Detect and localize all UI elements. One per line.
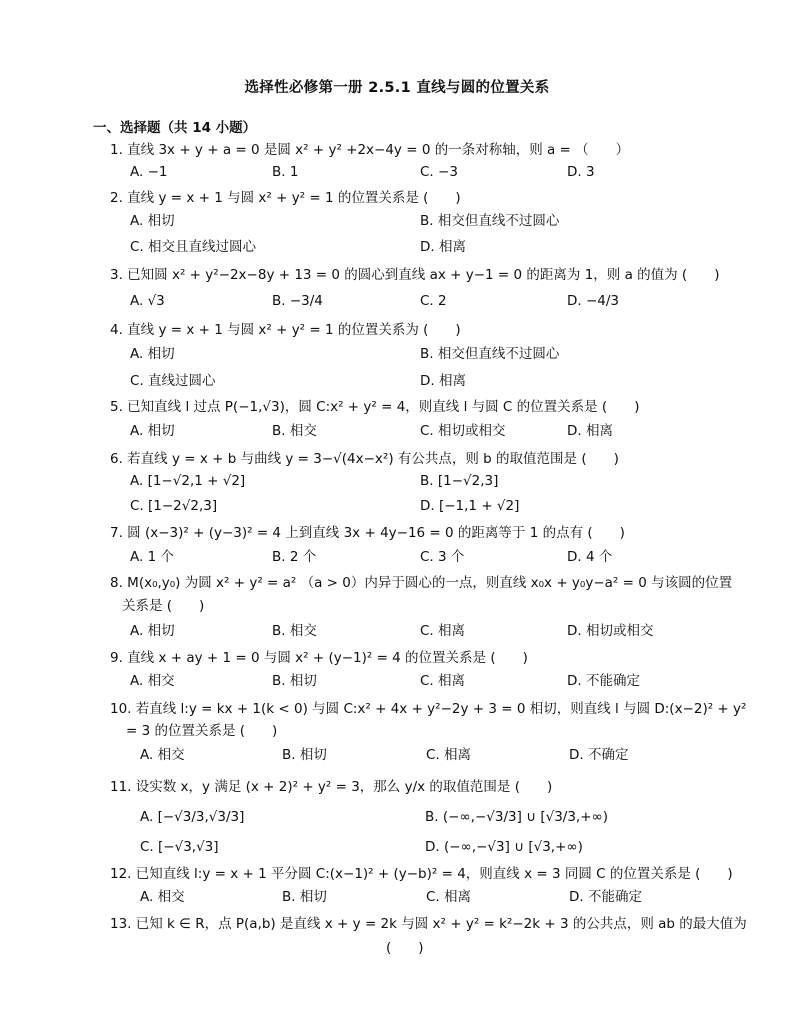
q6-option-d[interactable]: D. [−1,1 + √2] bbox=[420, 498, 520, 514]
q6-option-b[interactable]: B. [1−√2,3] bbox=[420, 473, 499, 489]
q4-option-a[interactable]: A. 相切 bbox=[130, 346, 175, 362]
question-10-stem: 10. 若直线 l:y = kx + 1(k < 0) 与圆 C:x² + 4x + y²−2y + 3 = 0 相切，则直线 l 与圆 D:(x−2)² + y² bbox=[110, 701, 747, 717]
q4-option-d[interactable]: D. 相离 bbox=[420, 373, 466, 389]
q3-option-c[interactable]: C. 2 bbox=[420, 293, 447, 309]
q5-option-d[interactable]: D. 相离 bbox=[567, 423, 613, 439]
q8-option-d[interactable]: D. 相切或相交 bbox=[567, 623, 654, 639]
q12-option-a[interactable]: A. 相交 bbox=[140, 889, 185, 905]
question-5-stem: 5. 已知直线 l 过点 P(−1,√3)，圆 C:x² + y² = 4，则直线 l 与圆 C 的位置关系是 ( ) bbox=[110, 399, 640, 415]
q8-option-a[interactable]: A. 相切 bbox=[130, 623, 175, 639]
q2-option-c[interactable]: C. 相交且直线过圆心 bbox=[130, 239, 257, 255]
question-2-stem: 2. 直线 y = x + 1 与圆 x² + y² = 1 的位置关系是 ( ) bbox=[110, 190, 461, 206]
q1-option-a[interactable]: A. −1 bbox=[130, 164, 168, 180]
q11-option-a[interactable]: A. [−√3/3,√3/3] bbox=[140, 809, 245, 825]
q3-option-a[interactable]: A. √3 bbox=[130, 293, 165, 309]
q9-option-b[interactable]: B. 相切 bbox=[272, 673, 317, 689]
question-10-stem-cont: = 3 的位置关系是 ( ) bbox=[126, 723, 278, 739]
q2-option-a[interactable]: A. 相切 bbox=[130, 213, 175, 229]
q5-option-c[interactable]: C. 相切或相交 bbox=[420, 423, 506, 439]
question-8-stem-cont: 关系是 ( ) bbox=[122, 598, 205, 614]
q5-option-a[interactable]: A. 相切 bbox=[130, 423, 175, 439]
q12-option-d[interactable]: D. 不能确定 bbox=[569, 889, 642, 905]
q5-option-b[interactable]: B. 相交 bbox=[272, 423, 317, 439]
q3-option-d[interactable]: D. −4/3 bbox=[567, 293, 620, 309]
q9-option-c[interactable]: C. 相离 bbox=[420, 673, 466, 689]
q11-option-b[interactable]: B. (−∞,−√3/3] ∪ [√3/3,+∞) bbox=[425, 809, 609, 825]
q9-option-d[interactable]: D. 不能确定 bbox=[567, 673, 640, 689]
q2-option-d[interactable]: D. 相离 bbox=[420, 239, 466, 255]
q10-option-b[interactable]: B. 相切 bbox=[282, 747, 327, 763]
q4-option-c[interactable]: C. 直线过圆心 bbox=[130, 373, 216, 389]
q7-option-b[interactable]: B. 2 个 bbox=[272, 549, 317, 565]
page-title: 选择性必修第一册 2.5.1 直线与圆的位置关系 bbox=[244, 80, 550, 96]
q10-option-d[interactable]: D. 不确定 bbox=[569, 747, 629, 763]
q12-option-c[interactable]: C. 相离 bbox=[426, 889, 472, 905]
question-13-stem: 13. 已知 k ∈ R，点 P(a,b) 是直线 x + y = 2k 与圆 x² + y² = k²−2k + 3 的公共点，则 ab 的最大值为 bbox=[110, 916, 747, 932]
q12-option-b[interactable]: B. 相切 bbox=[282, 889, 327, 905]
question-12-stem: 12. 已知直线 l:y = x + 1 平分圆 C:(x−1)² + (y−b)² = 4，则直线 x = 3 同圆 C 的位置关系是 ( ) bbox=[110, 866, 733, 882]
question-7-stem: 7. 圆 (x−3)² + (y−3)² = 4 上到直线 3x + 4y−16 = 0 的距离等于 1 的点有 ( ) bbox=[110, 525, 625, 541]
q4-option-b[interactable]: B. 相交但直线不过圆心 bbox=[420, 346, 560, 362]
q2-option-b[interactable]: B. 相交但直线不过圆心 bbox=[420, 213, 560, 229]
q10-option-c[interactable]: C. 相离 bbox=[426, 747, 472, 763]
question-3-stem: 3. 已知圆 x² + y²−2x−8y + 13 = 0 的圆心到直线 ax + y−1 = 0 的距离为 1，则 a 的值为 ( ) bbox=[110, 267, 720, 283]
question-1-stem: 1. 直线 3x + y + a = 0 是圆 x² + y² +2x−4y = 0 的一条对称轴，则 a = （ ） bbox=[110, 142, 630, 158]
question-4-stem: 4. 直线 y = x + 1 与圆 x² + y² = 1 的位置关系为 ( ) bbox=[110, 322, 461, 338]
q7-option-c[interactable]: C. 3 个 bbox=[420, 549, 465, 565]
question-6-stem: 6. 若直线 y = x + b 与曲线 y = 3−√(4x−x²) 有公共点，则 b 的取值范围是 ( ) bbox=[110, 451, 619, 467]
q9-option-a[interactable]: A. 相交 bbox=[130, 673, 175, 689]
q11-option-c[interactable]: C. [−√3,√3] bbox=[140, 839, 219, 855]
q1-option-b[interactable]: B. 1 bbox=[272, 164, 299, 180]
question-11-stem: 11. 设实数 x，y 满足 (x + 2)² + y² = 3，那么 y/x 的取值范围是 ( ) bbox=[110, 779, 553, 795]
q10-option-a[interactable]: A. 相交 bbox=[140, 747, 185, 763]
section-heading: 一、选择题（共 14 小题） bbox=[93, 120, 257, 136]
question-9-stem: 9. 直线 x + ay + 1 = 0 与圆 x² + (y−1)² = 4 的位置关系是 ( ) bbox=[110, 650, 528, 666]
q7-option-a[interactable]: A. 1 个 bbox=[130, 549, 174, 565]
q6-option-a[interactable]: A. [1−√2,1 + √2] bbox=[130, 473, 246, 489]
question-13-stem-cont: ( ) bbox=[386, 940, 424, 956]
q6-option-c[interactable]: C. [1−2√2,3] bbox=[130, 498, 218, 514]
q3-option-b[interactable]: B. −3/4 bbox=[272, 293, 323, 309]
q1-option-d[interactable]: D. 3 bbox=[567, 164, 595, 180]
q7-option-d[interactable]: D. 4 个 bbox=[567, 549, 613, 565]
q1-option-c[interactable]: C. −3 bbox=[420, 164, 458, 180]
q8-option-b[interactable]: B. 相交 bbox=[272, 623, 317, 639]
q8-option-c[interactable]: C. 相离 bbox=[420, 623, 466, 639]
q11-option-d[interactable]: D. (−∞,−√3] ∪ [√3,+∞) bbox=[425, 839, 583, 855]
question-8-stem: 8. M(x₀,y₀) 为圆 x² + y² = a² （a > 0）内异于圆心的一点，则直线 x₀x + y₀y−a² = 0 与该圆的位置 bbox=[110, 575, 733, 591]
